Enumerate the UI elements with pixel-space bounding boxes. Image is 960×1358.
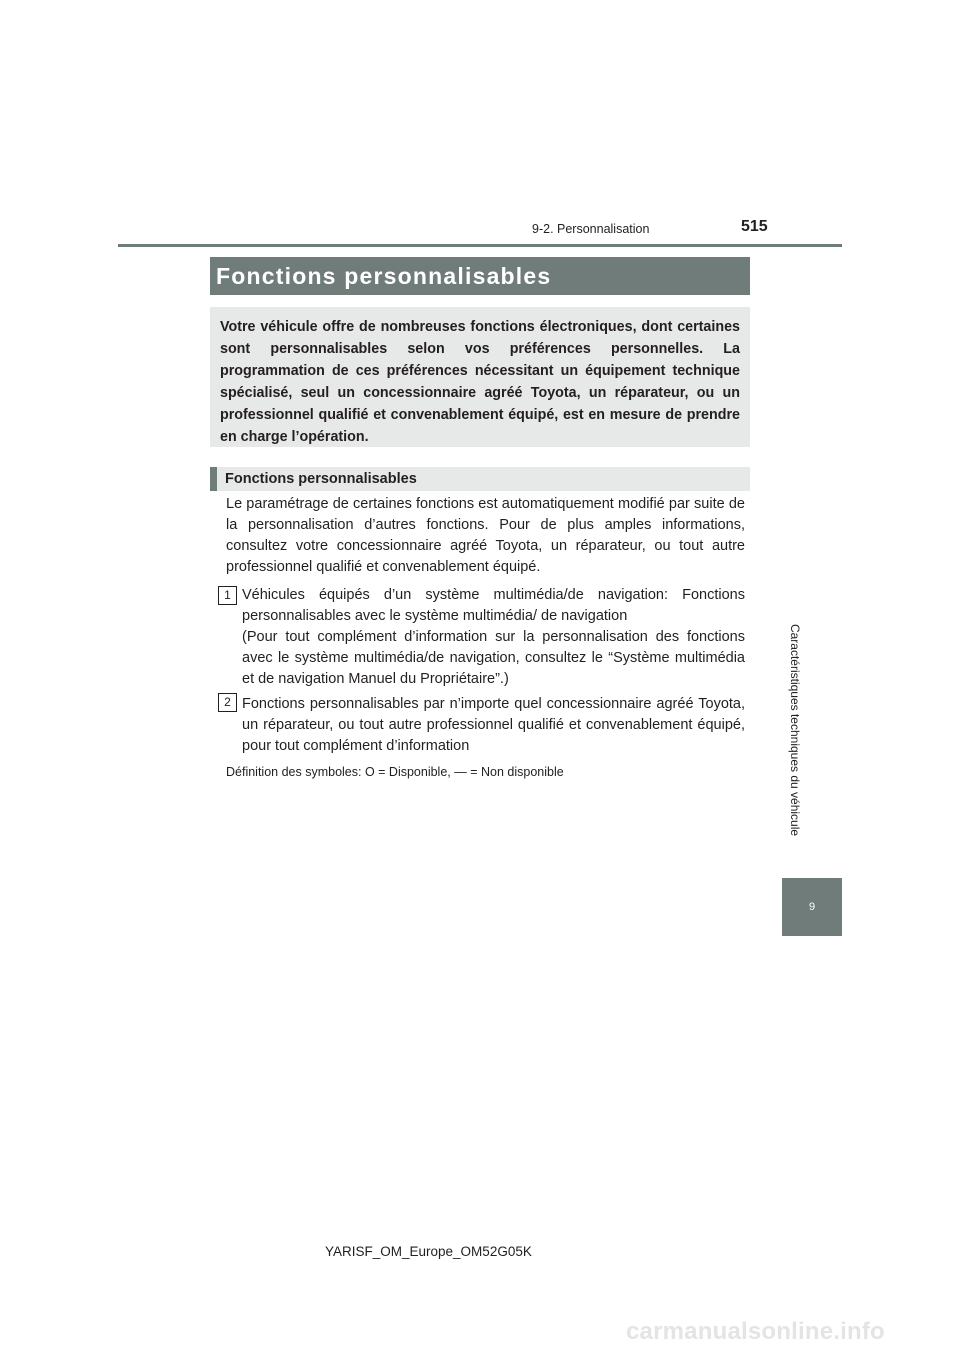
- document-footer-id: YARISF_OM_Europe_OM52G05K: [325, 1244, 532, 1259]
- subheading: Fonctions personnalisables: [225, 471, 417, 487]
- item-number-badge: 2: [218, 693, 237, 712]
- header-section-title: 9-2. Personnalisation: [532, 222, 650, 236]
- intro-box: [210, 307, 750, 447]
- side-chapter-label: [788, 600, 802, 860]
- item-1-note: (Pour tout complément d’information sur la personnalisation des fonctions avec le système multimédia/de navigation, consultez le “Système multimédia et de navigation Manuel du Propriétaire”.): [242, 629, 745, 687]
- page-title-bar: [210, 257, 750, 295]
- watermark: carmanualsonline.info: [626, 1318, 885, 1345]
- item-1-text: Véhicules équipés d’un système multimédia/de navigation: Fonctions personnalisables avec le système multimédia/ de navigation: [242, 587, 745, 624]
- body-paragraph: Le paramétrage de certaines fonctions est automatiquement modifié par suite de la personnalisation d’autres fonctions. Pour de plus amples informations, consultez votre concessionnaire agréé Toyota, un réparateur, ou tout autre professionnel qualifié et convenablement équipé.: [226, 496, 745, 575]
- side-chapter-label-text: Caractéristiques techniques du véhicule: [788, 623, 802, 837]
- page-title: Fonctions personnalisables: [216, 263, 552, 289]
- item-2-text: Fonctions personnalisables par n’importe quel concessionnaire agréé Toyota, un réparateur, ou tout autre professionnel qualifié et convenablement équipé, pour tout complément d’information: [242, 696, 745, 754]
- intro-text: Votre véhicule offre de nombreuses fonctions électroniques, dont certaines sont personnalisables selon vos préférences personnelles. La programmation de ces préférences nécessitant un équipement technique spécialisé, seul un concessionnaire agréé Toyota, un réparateur, ou un professionnel qualifié et convenablement équipé, est en mesure de prendre en charge l’opération.: [220, 319, 740, 445]
- item-number-badge: 1: [218, 586, 237, 605]
- chapter-tab-number: 9: [808, 901, 816, 913]
- subheading-bar: [210, 467, 750, 491]
- chapter-tab: [782, 878, 842, 936]
- symbol-definition: Définition des symboles: O = Disponible, — = Non disponible: [226, 765, 564, 779]
- page-number: 515: [741, 218, 768, 235]
- header-divider: [118, 244, 842, 247]
